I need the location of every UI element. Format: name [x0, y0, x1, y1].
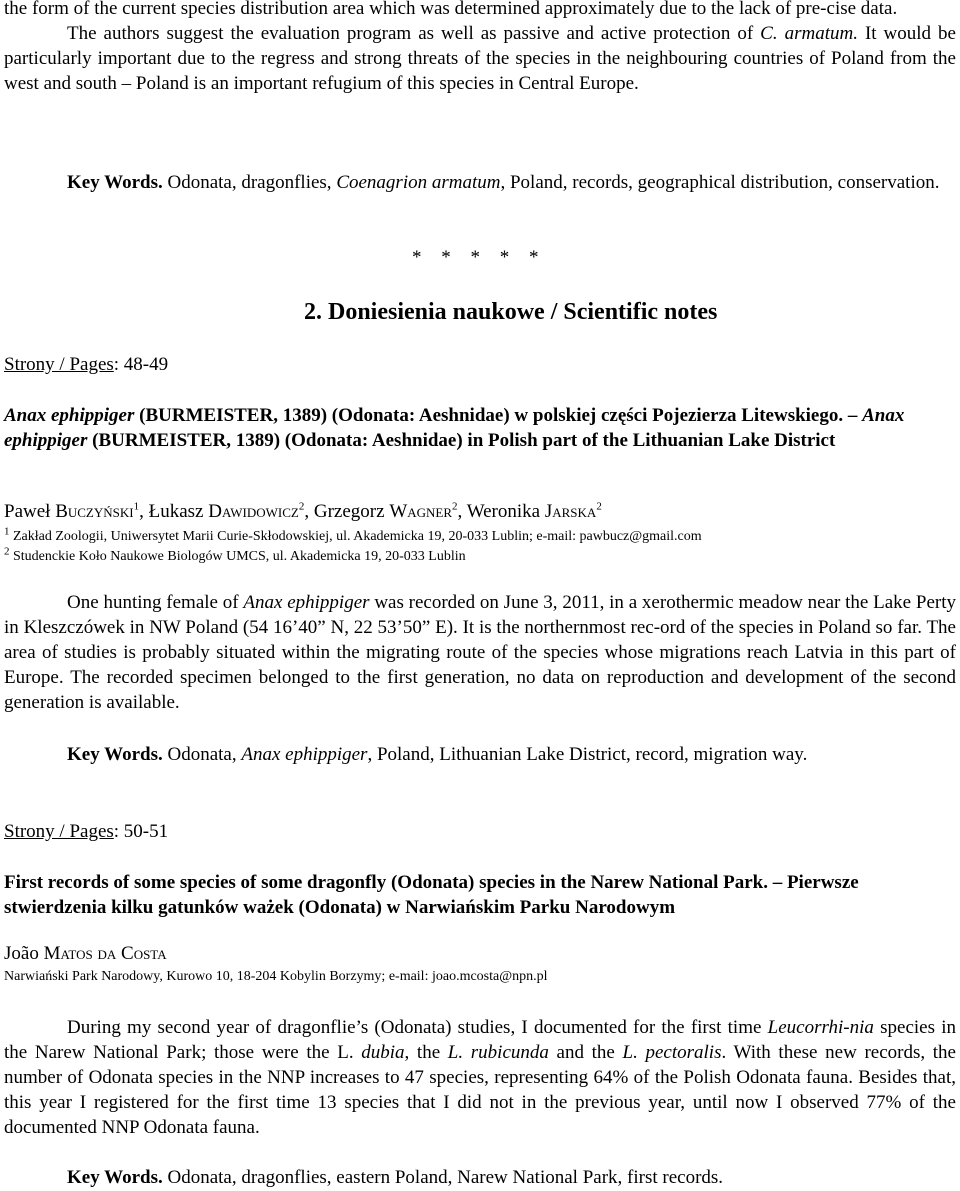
affiliation: $^1$ Zakład Zoologii, Uniwersytet Marii Curie-Skłodowskiej, ul. Akademicka 19, 20-033 Lublin; e-mail: pawbucz@gmail.com	[4, 525, 702, 544]
article-title: First records of some species of some dragonfly (Odonata) species in the Narew National Park. – Pierwsze stwierdzenia kilku gatunków ważek (Odonata) w Narwiańskim Parku Narodowym	[4, 872, 859, 918]
article1-affiliations	[4, 527, 956, 567]
species-name: C. armatum.	[760, 23, 858, 44]
article2-affiliation: Narwiański Park Narodowy, Kurowo 10, 18-204 Kobylin Borzymy; e-mail: joao.mcosta@npn.pl	[4, 969, 548, 984]
title-polish: (BURMEISTER, 1389) (Odonata: Aeshnidae) w polskiej części Pojezierza Litewskiego.	[134, 405, 844, 426]
species-name: dubia	[361, 1042, 405, 1063]
intro-text-b: It would be particularly important due to the regress and strong threats of the species in the neighbouring countries of Poland from the west and south – Poland is an important refugium of this species in Central Europe.	[4, 23, 956, 94]
intro-text: the form of the current species distribution area which was determined approximately due to the lack of pre-cise data.	[4, 0, 898, 19]
keywords-text: Odonata, dragonflies, eastern Poland, Narew National Park, first records.	[162, 1167, 724, 1188]
keywords-label: Key Words.	[67, 744, 163, 765]
intro-text-a: The authors suggest the evaluation program as well as passive and active protection of	[67, 23, 761, 44]
article2-title	[4, 870, 956, 920]
author: Grzegorz Wagner$^2$,	[313, 500, 467, 522]
affiliation: $^2$ Studenckie Koło Naukowe Biologów UMCS, ul. Akademicka 19, 20-033 Lublin	[4, 545, 466, 564]
article2-keywords	[4, 1165, 956, 1190]
article1-keywords: Key Words. Odonata, Anax ephippiger, Poland, Lithuanian Lake District, record, migration way.	[67, 744, 808, 765]
title-species: Anax ephippiger	[4, 405, 135, 426]
author: Weronika Jarska$^2$	[466, 500, 602, 522]
article2-abstract: During my second year of dragonflie’s (Odonata) studies, I documented for the first time Leucorrhi-nia species in the Narew National Park; those were the L. dubia, the L. rubicunda and the L. pectoralis. With these new records, the number of Odonata species in the NNP increases to 47 species, representing 64% of the Polish Odonata fauna. Besides that, this year I registered for the first time 13 species that I did not in the previous year, until now I observed 77% of the documented NNP Odonata fauna.	[4, 1017, 956, 1138]
species-name: L. pectoralis	[622, 1042, 722, 1063]
author: Paweł Buczyński$^1$,	[4, 500, 149, 522]
article1-abstract: One hunting female of Anax ephippiger was recorded on June 3, 2011, in a xerothermic meadow near the Lake Perty in Kleszczówek in NW Poland (54 16’40” N, 22 53’50” E). It is the northernmost rec-ord of the species in Poland so far. The area of studies is probably situated within the migrating route of the species whose migrations reach Latvia in this part of Europe. The recorded specimen belonged to the first generation, no data on reproduction and development of the second generation is available.	[4, 592, 957, 713]
article2-pages	[4, 819, 956, 844]
separator: * * * * *	[412, 247, 539, 268]
keywords-label: Key Words.	[67, 172, 163, 193]
pages-label: Strony / Pages	[4, 354, 114, 375]
article2-author: João Matos da Costa	[4, 943, 167, 964]
title-dash: –	[843, 405, 863, 426]
article1-pages	[4, 352, 956, 377]
species-name: Anax ephippiger	[241, 744, 368, 765]
species-name: Anax ephippiger	[243, 592, 370, 613]
intro-paragraph	[4, 21, 956, 96]
title-english: (BURMEISTER, 1389) (Odonata: Aeshnidae) in Polish part of the Lithuanian Lake District	[87, 430, 836, 451]
species-name: Coenagrion armatum	[336, 172, 501, 193]
title-species: Anax ephippiger	[4, 405, 905, 451]
pages-value: : 50-51	[113, 821, 169, 842]
section-heading: 2. Doniesienia naukowe / Scientific notes	[304, 299, 718, 325]
article1-authors	[4, 499, 956, 524]
genus-name: Leucorrhi-nia	[767, 1017, 874, 1038]
keywords-text: Odonata, dragonflies,	[162, 172, 337, 193]
species-name: L. rubicunda	[447, 1042, 549, 1063]
keywords-label: Key Words.	[67, 1167, 163, 1188]
intro-line	[4, 0, 956, 21]
keywords-text: , Poland, records, geographical distribution, conservation.	[500, 172, 940, 193]
pages-value: : 48-49	[113, 354, 169, 375]
intro-keywords	[4, 170, 956, 195]
article1-title	[4, 403, 956, 453]
author: Łukasz Dawidowicz$^2$,	[148, 500, 314, 522]
pages-label: Strony / Pages	[4, 821, 114, 842]
intro-block	[4, 0, 956, 96]
